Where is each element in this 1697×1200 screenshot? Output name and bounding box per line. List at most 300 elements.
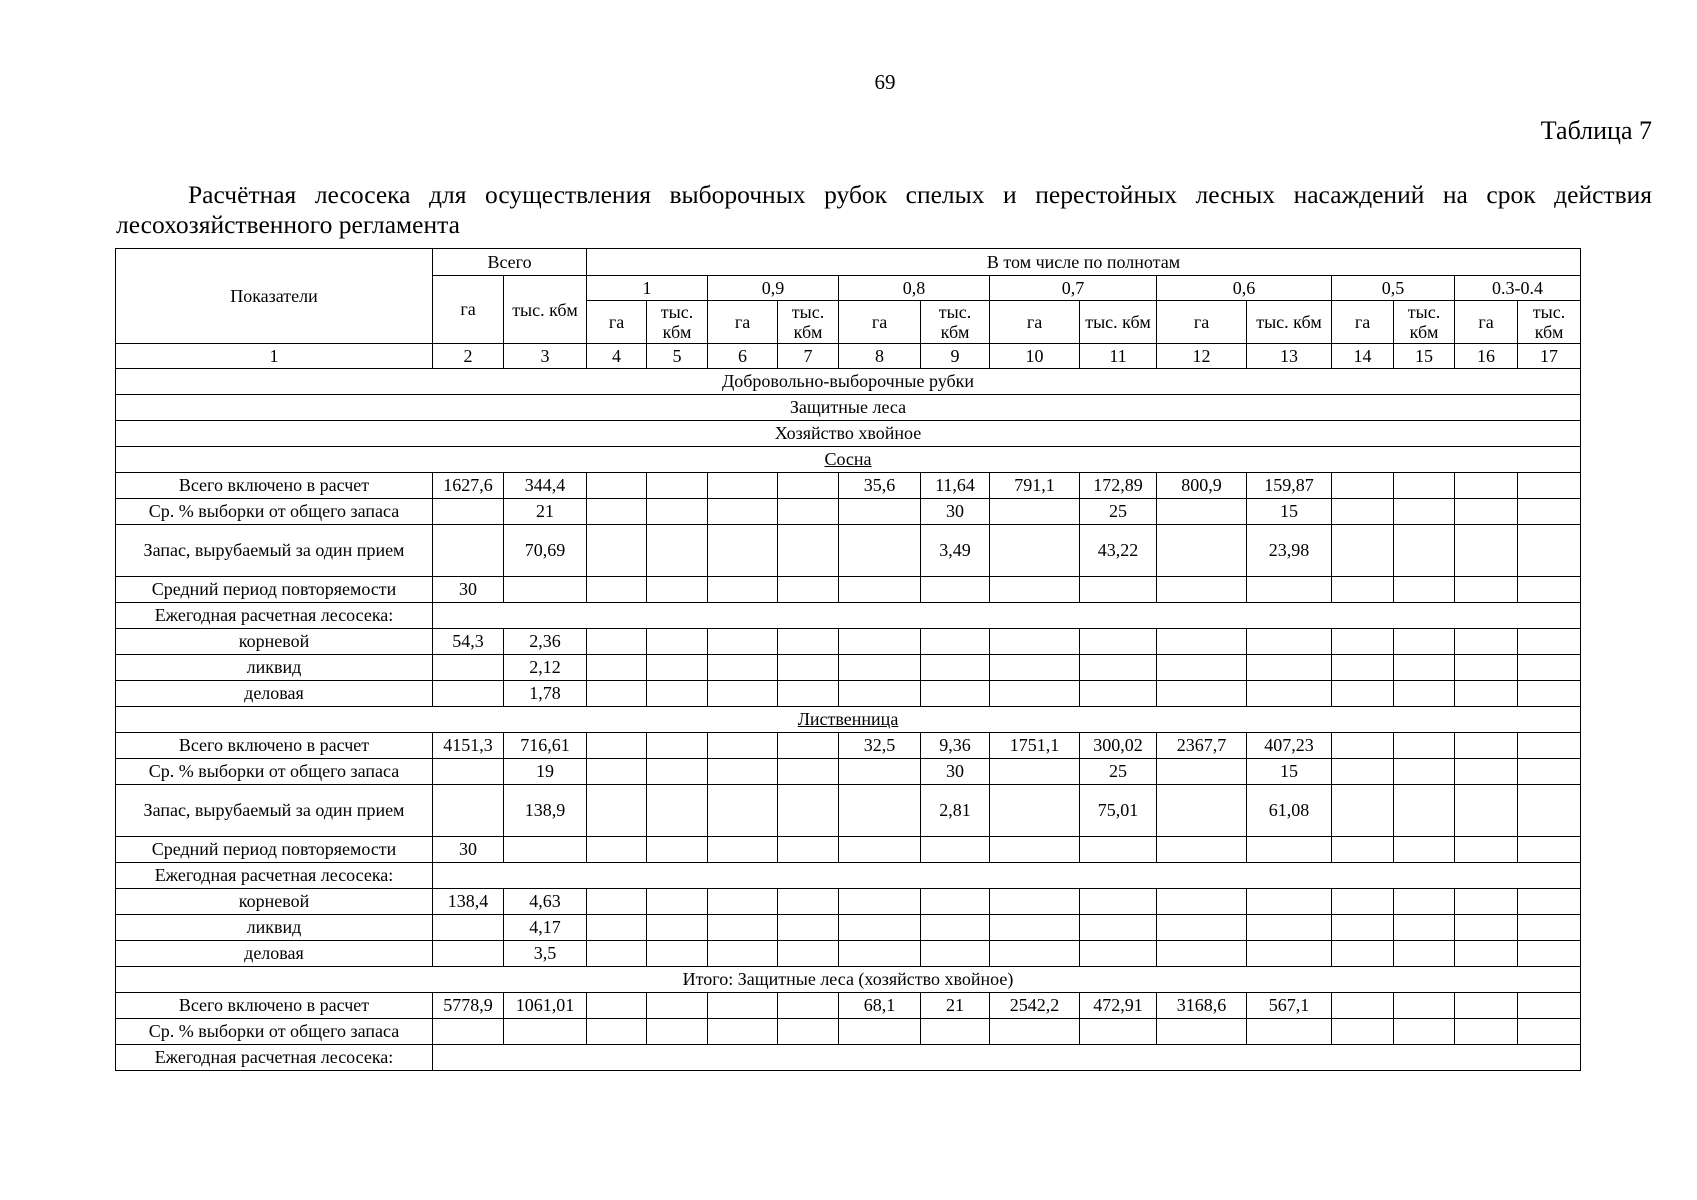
section-row (116, 967, 1581, 993)
data-cell (921, 889, 990, 915)
data-cell (921, 681, 990, 707)
data-cell (1394, 889, 1455, 915)
table-row (116, 837, 1581, 863)
data-cell (990, 837, 1080, 863)
data-cell: 1627,6 (433, 473, 504, 499)
data-cell (1518, 655, 1581, 681)
data-cell (1157, 681, 1247, 707)
data-cell (1332, 785, 1394, 837)
data-cell: 25 (1080, 759, 1157, 785)
kbm-header: тыс. кбм (647, 301, 708, 344)
data-cell: 172,89 (1080, 473, 1157, 499)
data-cell (1394, 785, 1455, 837)
column-number: 1 (116, 344, 433, 369)
data-cell (647, 681, 708, 707)
data-cell (1157, 499, 1247, 525)
kbm-header: тыс. кбм (1518, 301, 1581, 344)
data-cell (990, 577, 1080, 603)
section-row (116, 447, 1581, 473)
column-number: 7 (778, 344, 839, 369)
data-cell (1455, 915, 1518, 941)
data-cell (647, 915, 708, 941)
data-cell: 3168,6 (1157, 993, 1247, 1019)
row-label: деловая (116, 941, 433, 967)
data-cell (1518, 681, 1581, 707)
data-cell: 30 (433, 577, 504, 603)
data-cell: 15 (1247, 499, 1332, 525)
data-cell (1080, 915, 1157, 941)
data-cell (1247, 655, 1332, 681)
data-cell: 159,87 (1247, 473, 1332, 499)
data-cell (1518, 915, 1581, 941)
density-header: 1 (587, 276, 708, 301)
data-cell (1455, 733, 1518, 759)
data-cell (1455, 993, 1518, 1019)
data-cell (708, 993, 778, 1019)
row-label: Ежегодная расчетная лесосека: (116, 863, 433, 889)
data-cell: 2542,2 (990, 993, 1080, 1019)
row-label: Ежегодная расчетная лесосека: (116, 603, 433, 629)
data-cell: 407,23 (1247, 733, 1332, 759)
density-header: 0,6 (1157, 276, 1332, 301)
data-cell (708, 889, 778, 915)
section-title: Хозяйство хвойное (116, 421, 1581, 447)
data-cell (1455, 525, 1518, 577)
data-cell (778, 655, 839, 681)
data-cell (587, 655, 647, 681)
data-cell (708, 941, 778, 967)
data-cell (1080, 681, 1157, 707)
table-row (116, 629, 1581, 655)
total-header: Всего (433, 249, 587, 276)
data-cell (587, 915, 647, 941)
data-cell (990, 681, 1080, 707)
data-cell (1247, 915, 1332, 941)
data-cell: 15 (1247, 759, 1332, 785)
data-cell (433, 1045, 1581, 1071)
indicators-header: Показатели (116, 249, 433, 344)
column-number: 8 (839, 344, 921, 369)
data-cell (839, 629, 921, 655)
data-cell: 716,61 (504, 733, 587, 759)
data-cell: 30 (433, 837, 504, 863)
data-cell (1332, 1019, 1394, 1045)
table-row (116, 759, 1581, 785)
data-cell (1247, 941, 1332, 967)
data-cell (1394, 941, 1455, 967)
data-cell: 300,02 (1080, 733, 1157, 759)
data-cell (1394, 993, 1455, 1019)
row-label: ликвид (116, 915, 433, 941)
ha-header: га (587, 301, 647, 344)
density-header: 0,7 (990, 276, 1157, 301)
data-cell (647, 759, 708, 785)
data-cell (778, 941, 839, 967)
data-cell (1332, 473, 1394, 499)
section-title: Лиственница (116, 707, 1581, 733)
section-title: Итого: Защитные леса (хозяйство хвойное) (116, 967, 1581, 993)
data-cell (433, 1019, 504, 1045)
data-cell: 4151,3 (433, 733, 504, 759)
data-cell (647, 733, 708, 759)
data-cell: 2,36 (504, 629, 587, 655)
section-title: Сосна (116, 447, 1581, 473)
data-cell: 2,81 (921, 785, 990, 837)
section-row (116, 395, 1581, 421)
data-cell (433, 759, 504, 785)
data-cell (1518, 473, 1581, 499)
data-cell (921, 915, 990, 941)
row-label: Ср. % выборки от общего запаса (116, 499, 433, 525)
data-cell (1080, 655, 1157, 681)
data-cell (433, 603, 1581, 629)
data-cell (1394, 759, 1455, 785)
data-cell: 30 (921, 499, 990, 525)
data-cell (1455, 1019, 1518, 1045)
data-cell (990, 889, 1080, 915)
data-cell (587, 993, 647, 1019)
data-cell (587, 1019, 647, 1045)
table-row (116, 577, 1581, 603)
data-cell: 4,17 (504, 915, 587, 941)
column-number: 16 (1455, 344, 1518, 369)
data-cell: 35,6 (839, 473, 921, 499)
data-cell (708, 785, 778, 837)
column-number: 13 (1247, 344, 1332, 369)
data-cell (1394, 837, 1455, 863)
data-cell (1455, 837, 1518, 863)
data-cell (587, 473, 647, 499)
data-cell (647, 993, 708, 1019)
data-cell: 61,08 (1247, 785, 1332, 837)
data-cell (647, 889, 708, 915)
column-number: 3 (504, 344, 587, 369)
table-row (116, 733, 1581, 759)
data-cell (1455, 655, 1518, 681)
data-cell (708, 473, 778, 499)
data-cell (990, 655, 1080, 681)
total-kbm-header: тыс. кбм (504, 276, 587, 344)
data-cell (1157, 889, 1247, 915)
data-cell (647, 837, 708, 863)
data-cell (1332, 889, 1394, 915)
data-cell (1394, 1019, 1455, 1045)
column-number: 4 (587, 344, 647, 369)
data-cell (839, 577, 921, 603)
row-label: Ср. % выборки от общего запаса (116, 1019, 433, 1045)
data-cell (990, 629, 1080, 655)
data-cell (647, 941, 708, 967)
data-cell (1518, 499, 1581, 525)
data-cell (708, 681, 778, 707)
data-cell (433, 655, 504, 681)
ha-header: га (990, 301, 1080, 344)
density-header: 0,5 (1332, 276, 1455, 301)
row-label: Запас, вырубаемый за один прием (116, 785, 433, 837)
data-cell: 3,5 (504, 941, 587, 967)
data-cell (1247, 837, 1332, 863)
data-cell: 472,91 (1080, 993, 1157, 1019)
data-cell (1332, 577, 1394, 603)
data-cell (778, 915, 839, 941)
data-cell (1394, 577, 1455, 603)
row-label: корневой (116, 629, 433, 655)
data-cell (433, 785, 504, 837)
data-cell (990, 941, 1080, 967)
data-cell (647, 785, 708, 837)
data-cell (1518, 785, 1581, 837)
kbm-header: тыс. кбм (921, 301, 990, 344)
table-row (116, 525, 1581, 577)
data-cell: 138,4 (433, 889, 504, 915)
column-numbers-row (116, 344, 1581, 369)
data-cell (1455, 681, 1518, 707)
section-title: Защитные леса (116, 395, 1581, 421)
data-cell (1518, 889, 1581, 915)
column-number: 6 (708, 344, 778, 369)
data-cell (1247, 681, 1332, 707)
data-cell (1518, 837, 1581, 863)
column-number: 2 (433, 344, 504, 369)
document-title: Расчётная лесосека для осуществления выборочных рубок спелых и перестойных лесных насаждений на срок действия лесохозяйственного регламента (116, 180, 1652, 239)
row-label: деловая (116, 681, 433, 707)
row-label: Всего включено в расчет (116, 993, 433, 1019)
data-cell (1394, 629, 1455, 655)
data-cell (1157, 525, 1247, 577)
data-cell (839, 941, 921, 967)
column-number: 17 (1518, 344, 1581, 369)
table-row (116, 1019, 1581, 1045)
data-cell: 800,9 (1157, 473, 1247, 499)
column-number: 10 (990, 344, 1080, 369)
data-cell (1455, 889, 1518, 915)
data-cell (708, 629, 778, 655)
data-cell: 344,4 (504, 473, 587, 499)
ha-header: га (1455, 301, 1518, 344)
data-cell: 2367,7 (1157, 733, 1247, 759)
data-cell (587, 889, 647, 915)
data-cell (587, 681, 647, 707)
density-header: 0,8 (839, 276, 990, 301)
data-cell (1332, 759, 1394, 785)
data-cell (587, 837, 647, 863)
data-cell: 54,3 (433, 629, 504, 655)
data-cell: 138,9 (504, 785, 587, 837)
data-cell (647, 629, 708, 655)
data-cell (1157, 655, 1247, 681)
data-cell (433, 525, 504, 577)
row-label: ликвид (116, 655, 433, 681)
data-cell: 791,1 (990, 473, 1080, 499)
column-number: 14 (1332, 344, 1394, 369)
data-cell (839, 837, 921, 863)
data-cell (1157, 759, 1247, 785)
kbm-header: тыс. кбм (1247, 301, 1332, 344)
data-cell (647, 525, 708, 577)
data-cell (1332, 733, 1394, 759)
column-number: 9 (921, 344, 990, 369)
header-row-1 (116, 249, 1581, 276)
column-number: 12 (1157, 344, 1247, 369)
data-cell (990, 759, 1080, 785)
data-cell: 43,22 (1080, 525, 1157, 577)
data-cell (778, 733, 839, 759)
table-row (116, 915, 1581, 941)
data-cell (1455, 629, 1518, 655)
data-cell (1518, 941, 1581, 967)
data-cell (921, 941, 990, 967)
table-row (116, 473, 1581, 499)
data-cell (839, 1019, 921, 1045)
data-cell: 70,69 (504, 525, 587, 577)
data-cell: 68,1 (839, 993, 921, 1019)
table-body (116, 249, 1581, 1071)
data-cell (647, 1019, 708, 1045)
data-cell (708, 1019, 778, 1045)
data-cell (1455, 759, 1518, 785)
data-cell (1080, 629, 1157, 655)
data-cell (647, 655, 708, 681)
data-cell (1332, 941, 1394, 967)
row-label: Запас, вырубаемый за один прием (116, 525, 433, 577)
data-cell (839, 785, 921, 837)
data-cell: 25 (1080, 499, 1157, 525)
data-cell (1394, 681, 1455, 707)
cutting-area-table (115, 248, 1581, 1071)
data-cell (778, 889, 839, 915)
row-label: Ежегодная расчетная лесосека: (116, 1045, 433, 1071)
density-header: 0,9 (708, 276, 839, 301)
data-cell (1332, 681, 1394, 707)
data-cell (1157, 785, 1247, 837)
data-cell (1247, 1019, 1332, 1045)
data-cell (778, 837, 839, 863)
data-cell (1518, 759, 1581, 785)
row-label: Ср. % выборки от общего запаса (116, 759, 433, 785)
table-row (116, 499, 1581, 525)
data-cell (587, 629, 647, 655)
data-cell: 5778,9 (433, 993, 504, 1019)
data-cell (1080, 941, 1157, 967)
data-cell: 9,36 (921, 733, 990, 759)
data-cell (708, 837, 778, 863)
data-cell (504, 1019, 587, 1045)
data-cell (990, 525, 1080, 577)
data-cell (1157, 1019, 1247, 1045)
data-cell (1080, 837, 1157, 863)
section-row (116, 421, 1581, 447)
data-cell (1080, 889, 1157, 915)
data-cell (587, 733, 647, 759)
data-cell (647, 473, 708, 499)
data-cell (921, 629, 990, 655)
data-cell (1157, 941, 1247, 967)
data-cell (921, 577, 990, 603)
data-cell (708, 499, 778, 525)
data-cell (708, 577, 778, 603)
data-cell (647, 577, 708, 603)
data-cell (708, 655, 778, 681)
row-label: Всего включено в расчет (116, 733, 433, 759)
data-cell (990, 499, 1080, 525)
data-cell: 19 (504, 759, 587, 785)
data-cell (1332, 629, 1394, 655)
data-cell (839, 681, 921, 707)
section-title: Добровольно-выборочные рубки (116, 369, 1581, 395)
section-row (116, 707, 1581, 733)
data-cell (587, 941, 647, 967)
data-cell (504, 837, 587, 863)
data-cell (778, 629, 839, 655)
data-cell (778, 473, 839, 499)
data-cell (1247, 889, 1332, 915)
data-cell (708, 915, 778, 941)
table-row (116, 889, 1581, 915)
data-cell (1518, 577, 1581, 603)
data-cell: 21 (921, 993, 990, 1019)
data-cell (990, 1019, 1080, 1045)
data-cell (1332, 499, 1394, 525)
data-cell (1394, 733, 1455, 759)
section-row (116, 369, 1581, 395)
data-cell (1455, 473, 1518, 499)
data-cell (1332, 993, 1394, 1019)
page-number: 69 (874, 70, 896, 94)
data-cell (778, 1019, 839, 1045)
data-cell (1394, 915, 1455, 941)
data-cell (1332, 655, 1394, 681)
table-row (116, 941, 1581, 967)
data-cell (839, 525, 921, 577)
data-cell: 1061,01 (504, 993, 587, 1019)
data-cell (1157, 629, 1247, 655)
data-cell (778, 681, 839, 707)
table-label: Таблица 7 (1540, 116, 1652, 145)
data-cell (647, 499, 708, 525)
data-cell (708, 759, 778, 785)
data-cell (839, 915, 921, 941)
data-cell (1157, 837, 1247, 863)
ha-header: га (1157, 301, 1247, 344)
data-cell (1518, 733, 1581, 759)
data-cell: 3,49 (921, 525, 990, 577)
table-row (116, 1045, 1581, 1071)
data-cell (1394, 473, 1455, 499)
data-cell (433, 941, 504, 967)
row-label: Средний период повторяемости (116, 837, 433, 863)
including-header: В том числе по полнотам (587, 249, 1581, 276)
row-label: Средний период повторяемости (116, 577, 433, 603)
data-cell (1394, 499, 1455, 525)
total-ha-header: га (433, 276, 504, 344)
data-cell (433, 499, 504, 525)
data-cell (587, 577, 647, 603)
data-cell (504, 577, 587, 603)
ha-header: га (1332, 301, 1394, 344)
table-row (116, 681, 1581, 707)
data-cell (1332, 837, 1394, 863)
table-row (116, 603, 1581, 629)
data-cell (839, 889, 921, 915)
kbm-header: тыс. кбм (1394, 301, 1455, 344)
data-cell (990, 785, 1080, 837)
data-cell (587, 499, 647, 525)
data-cell: 1,78 (504, 681, 587, 707)
data-cell (778, 499, 839, 525)
data-cell (1518, 525, 1581, 577)
table-row (116, 993, 1581, 1019)
table-row (116, 863, 1581, 889)
